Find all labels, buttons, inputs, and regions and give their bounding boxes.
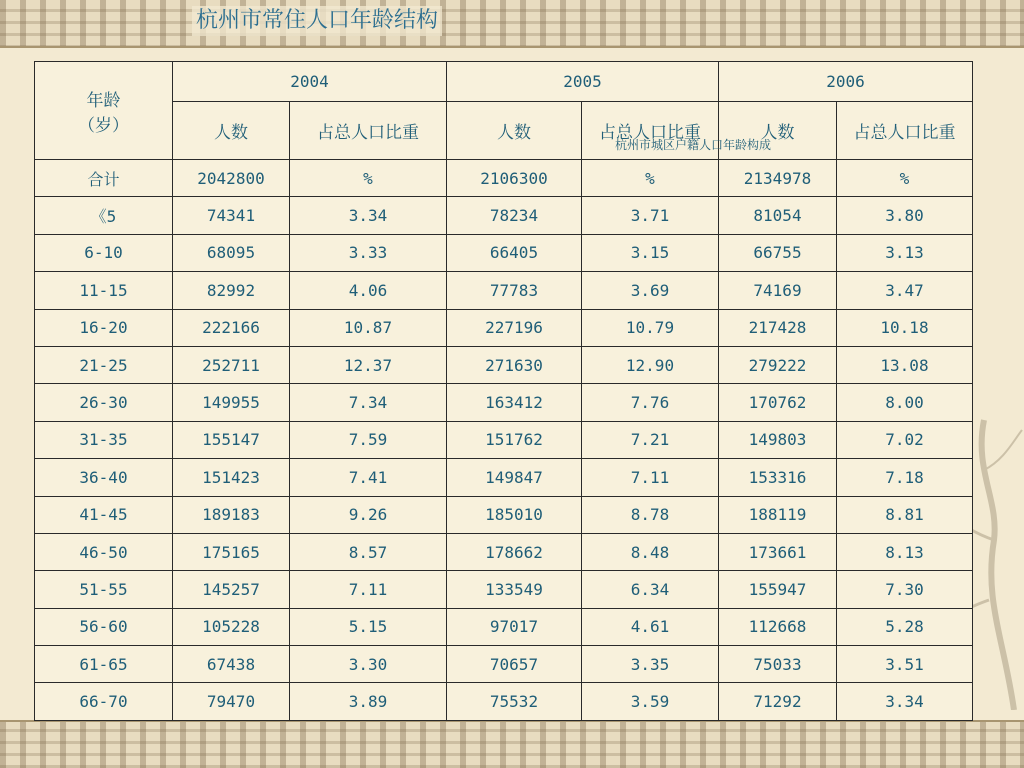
cell-share-2004: 12.37: [290, 346, 447, 383]
cell-share-2004: %: [290, 160, 447, 197]
cell-share-2006: 7.30: [837, 571, 973, 608]
cell-share-2005: 8.48: [582, 533, 719, 570]
cell-age-group: 61-65: [35, 646, 173, 683]
subheader-share-2004: 占总人口比重: [290, 102, 447, 160]
cell-age-group: 16-20: [35, 309, 173, 346]
table-row: [35, 496, 973, 533]
cell-age-group: 31-35: [35, 421, 173, 458]
cell-share-2005: %: [582, 160, 719, 197]
cell-count-2005: 133549: [447, 571, 582, 608]
year-header-2006: 2006: [719, 62, 973, 102]
table-row: [35, 272, 973, 309]
cell-age-group: 36-40: [35, 459, 173, 496]
cell-count-2004: 149955: [173, 384, 290, 421]
cell-count-2006: 112668: [719, 608, 837, 645]
subheader-share-2006: 占总人口比重: [837, 102, 973, 160]
cell-share-2004: 3.89: [290, 683, 447, 720]
cell-count-2005: 271630: [447, 346, 582, 383]
cell-count-2004: 151423: [173, 459, 290, 496]
cell-share-2004: 10.87: [290, 309, 447, 346]
cell-count-2005: 227196: [447, 309, 582, 346]
cell-share-2005: 12.90: [582, 346, 719, 383]
age-column-header: [35, 62, 173, 160]
cell-age-group: 《5: [35, 197, 173, 234]
table-row: [35, 421, 973, 458]
cell-share-2005: 8.78: [582, 496, 719, 533]
age-header-label: 年龄: [86, 90, 121, 111]
cell-share-2006: 3.34: [837, 683, 973, 720]
cell-share-2004: 7.11: [290, 571, 447, 608]
table-row: [35, 533, 973, 570]
cell-share-2006: 3.13: [837, 234, 973, 271]
cell-count-2006: 75033: [719, 646, 837, 683]
cell-count-2005: 2106300: [447, 160, 582, 197]
cell-share-2004: 9.26: [290, 496, 447, 533]
cell-count-2004: 2042800: [173, 160, 290, 197]
cell-count-2006: 217428: [719, 309, 837, 346]
table-row: [35, 160, 973, 197]
cell-count-2005: 75532: [447, 683, 582, 720]
cell-count-2006: 66755: [719, 234, 837, 271]
cell-count-2004: 222166: [173, 309, 290, 346]
cell-count-2006: 74169: [719, 272, 837, 309]
cell-share-2004: 5.15: [290, 608, 447, 645]
table-row: [35, 346, 973, 383]
table-row: [35, 197, 973, 234]
cell-share-2005: 4.61: [582, 608, 719, 645]
cell-count-2004: 105228: [173, 608, 290, 645]
cell-count-2006: 153316: [719, 459, 837, 496]
cell-share-2005: 3.35: [582, 646, 719, 683]
table-row: [35, 571, 973, 608]
cell-share-2006: 3.47: [837, 272, 973, 309]
overlay-note: 杭州市城区户籍人口年龄构成: [615, 138, 772, 152]
year-header-2004: 2004: [173, 62, 447, 102]
subheader-count-2006: 人数: [719, 102, 837, 160]
cell-count-2005: 78234: [447, 197, 582, 234]
cell-share-2004: 3.34: [290, 197, 447, 234]
cell-count-2004: 79470: [173, 683, 290, 720]
cell-count-2004: 67438: [173, 646, 290, 683]
cell-count-2006: 149803: [719, 421, 837, 458]
cell-count-2006: 2134978: [719, 160, 837, 197]
cell-count-2005: 178662: [447, 533, 582, 570]
cell-share-2005: 3.15: [582, 234, 719, 271]
decorative-border-bottom: [0, 720, 1024, 768]
cell-count-2006: 71292: [719, 683, 837, 720]
cell-count-2006: 279222: [719, 346, 837, 383]
cell-count-2004: 189183: [173, 496, 290, 533]
cell-age-group: 6-10: [35, 234, 173, 271]
cell-age-group: 21-25: [35, 346, 173, 383]
cell-share-2006: 3.80: [837, 197, 973, 234]
cell-share-2005: 10.79: [582, 309, 719, 346]
table-row: [35, 459, 973, 496]
cell-share-2006: 5.28: [837, 608, 973, 645]
table-header-row-subheaders: [35, 102, 973, 160]
cell-share-2004: 8.57: [290, 533, 447, 570]
cell-count-2005: 66405: [447, 234, 582, 271]
cell-age-group: 26-30: [35, 384, 173, 421]
cell-share-2006: 13.08: [837, 346, 973, 383]
cell-count-2005: 151762: [447, 421, 582, 458]
cell-count-2006: 81054: [719, 197, 837, 234]
cell-age-group: 41-45: [35, 496, 173, 533]
cell-age-group: 合计: [35, 160, 173, 197]
cell-age-group: 51-55: [35, 571, 173, 608]
cell-count-2005: 97017: [447, 608, 582, 645]
cell-share-2006: 7.02: [837, 421, 973, 458]
subheader-share-2005: 占总人口比重: [582, 102, 719, 160]
cell-count-2004: 82992: [173, 272, 290, 309]
cell-share-2004: 4.06: [290, 272, 447, 309]
cell-count-2004: 175165: [173, 533, 290, 570]
cell-share-2005: 3.69: [582, 272, 719, 309]
cell-count-2005: 77783: [447, 272, 582, 309]
decorative-border-top: [0, 0, 1024, 48]
cell-count-2006: 173661: [719, 533, 837, 570]
cell-share-2006: 8.00: [837, 384, 973, 421]
year-header-2005: 2005: [447, 62, 719, 102]
cell-share-2006: 10.18: [837, 309, 973, 346]
cell-age-group: 66-70: [35, 683, 173, 720]
cell-count-2004: 74341: [173, 197, 290, 234]
cell-share-2006: 3.51: [837, 646, 973, 683]
slide-title: 杭州市常住人口年龄结构: [192, 6, 442, 36]
cell-count-2004: 145257: [173, 571, 290, 608]
cell-count-2005: 185010: [447, 496, 582, 533]
table-row: [35, 309, 973, 346]
table-row: [35, 608, 973, 645]
cell-share-2004: 7.59: [290, 421, 447, 458]
table-header-row-years: [35, 62, 973, 102]
table-row: [35, 683, 973, 720]
subheader-count-2004: 人数: [173, 102, 290, 160]
cell-share-2005: 7.11: [582, 459, 719, 496]
table-row: [35, 384, 973, 421]
cell-share-2004: 3.33: [290, 234, 447, 271]
cell-count-2004: 68095: [173, 234, 290, 271]
cell-share-2006: 7.18: [837, 459, 973, 496]
cell-count-2006: 155947: [719, 571, 837, 608]
cell-count-2006: 170762: [719, 384, 837, 421]
cell-share-2006: 8.81: [837, 496, 973, 533]
cell-share-2005: 3.59: [582, 683, 719, 720]
table-row: [35, 646, 973, 683]
cell-share-2005: 7.21: [582, 421, 719, 458]
cell-share-2005: 6.34: [582, 571, 719, 608]
cell-share-2005: 7.76: [582, 384, 719, 421]
cell-count-2005: 163412: [447, 384, 582, 421]
cell-age-group: 56-60: [35, 608, 173, 645]
cell-count-2004: 155147: [173, 421, 290, 458]
cell-count-2005: 70657: [447, 646, 582, 683]
age-header-unit: （岁）: [78, 115, 129, 136]
cell-share-2006: 8.13: [837, 533, 973, 570]
age-structure-table: [34, 61, 973, 721]
cell-count-2006: 188119: [719, 496, 837, 533]
cell-share-2006: %: [837, 160, 973, 197]
cell-share-2004: 7.34: [290, 384, 447, 421]
cell-count-2005: 149847: [447, 459, 582, 496]
cell-age-group: 11-15: [35, 272, 173, 309]
subheader-count-2005: 人数: [447, 102, 582, 160]
table-row: [35, 234, 973, 271]
cell-share-2004: 7.41: [290, 459, 447, 496]
cell-share-2005: 3.71: [582, 197, 719, 234]
cell-age-group: 46-50: [35, 533, 173, 570]
cell-count-2004: 252711: [173, 346, 290, 383]
cell-share-2004: 3.30: [290, 646, 447, 683]
